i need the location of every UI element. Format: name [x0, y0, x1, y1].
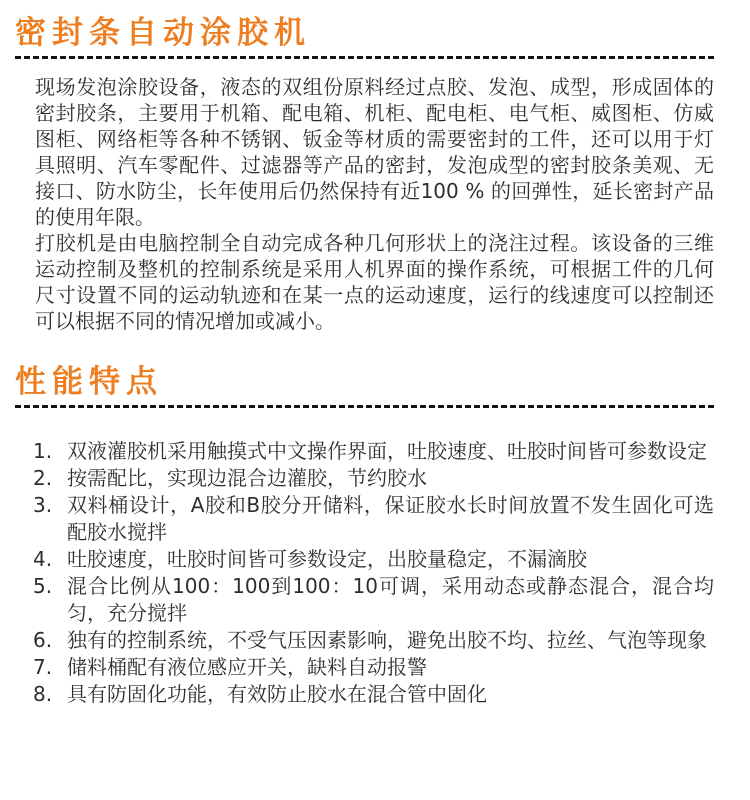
feature-text: 双料桶设计，A胶和B胶分开储料，保证胶水长时间放置不发生固化可选配胶水搅拌: [67, 493, 714, 544]
dashed-divider: [15, 405, 714, 408]
feature-item: [33, 465, 714, 492]
feature-item: [33, 681, 714, 708]
feature-text: 具有防固化功能，有效防止胶水在混合管中固化: [67, 682, 487, 706]
dashed-divider: [15, 56, 714, 59]
features-title: 性能特点: [15, 364, 163, 400]
feature-text: 按需配比，实现边混合边灌胶，节约胶水: [67, 466, 427, 490]
section-header-features: [15, 363, 714, 408]
features-list: [33, 438, 714, 708]
feature-item: [33, 654, 714, 681]
feature-number: 5.: [33, 574, 53, 598]
feature-item: [33, 573, 714, 627]
feature-number: 7.: [33, 655, 53, 679]
feature-number: 1.: [33, 439, 53, 463]
section-header-product: [15, 14, 714, 59]
intro-paragraph: 打胶机是由电脑控制全自动完成各种几何形状上的浇注过程。该设备的三维运动控制及整机的控制系统是采用人机界面的操作系统，可根据工件的几何尺寸设置不同的运动轨迹和在某一点的运动速度，运行的线速度可以控制还可以根据不同的情况增加或减小。: [35, 231, 714, 333]
feature-number: 4.: [33, 547, 53, 571]
feature-text: 储料桶配有液位感应开关，缺料自动报警: [67, 655, 427, 679]
feature-text: 独有的控制系统，不受气压因素影响，避免出胶不均、拉丝、气泡等现象: [67, 628, 707, 652]
feature-number: 3.: [33, 493, 53, 517]
feature-item: [33, 627, 714, 654]
intro-text-block: [35, 74, 714, 334]
feature-number: 6.: [33, 628, 53, 652]
intro-paragraph: 现场发泡涂胶设备，液态的双组份原料经过点胶、发泡、成型，形成固体的密封胶条，主要用于机箱、配电箱、机柜、配电柜、电气柜、威图柜、仿威图柜、网络柜等各种不锈钢、钣金等材质的需要密封的工件，还可以用于灯具照明、汽车零配件、过滤器等产品的密封，发泡成型的密封胶条美观、无接口、防水防尘，长年使用后仍然保持有近100 % 的回弹性，延长密封产品的使用年限。: [35, 75, 714, 229]
feature-number: 2.: [33, 466, 53, 490]
feature-item: [33, 438, 714, 465]
feature-text: 混合比例从100：100到100：10可调，采用动态或静态混合，混合均匀，充分搅拌: [67, 574, 714, 625]
feature-text: 吐胶速度，吐胶时间皆可参数设定，出胶量稳定，不漏滴胶: [67, 547, 587, 571]
feature-text: 双液灌胶机采用触摸式中文操作界面，吐胶速度、吐胶时间皆可参数设定: [67, 439, 707, 463]
feature-number: 8.: [33, 682, 53, 706]
feature-item: [33, 546, 714, 573]
feature-item: [33, 492, 714, 546]
page-title: 密封条自动涂胶机: [15, 15, 311, 51]
